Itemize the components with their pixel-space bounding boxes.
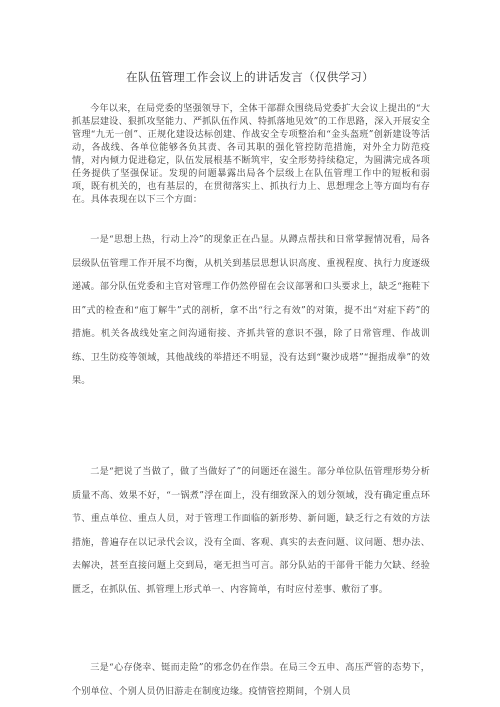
point-two-section — [72, 461, 430, 602]
intro-section — [72, 103, 430, 207]
paragraph-point-two: 二是“把说了当做了，做了当做好了”的问题还在滋生。部分单位队伍管理形势分析质量不高、效果不好，“一锅煮”浮在面上，没有细致深入的划分领域，没有确定重点环节、重点单位、重点人员，对于管理工作面临的新形势、新问题，缺乏行之有效的方法措施，普遍存在以记录代会议，没有全面、客观、真实的去查问题、议问题、想办法、去解决，甚至直接问题上交到局，毫无担当可言。部分队站的干部骨干能力欠缺、经验匮乏，在抓队伍、抓管理上形式单一、内容简单，有时应付差事、敷衍了事。 — [72, 467, 430, 595]
paragraph-intro: 今年以来，在局党委的坚强领导下，全体干部群众围绕局党委扩大会议上提出的“大抓基层建设、狠抓攻坚能力、严抓队伍作风、特抓落地见效”的工作思路，深入开展安全管理“九无一创”、正规化建设达标创建、作战安全专项整治和“金头盔班”创新建设等活动，各战线、各单位能够各负其责、各司其职的强化管控防范措施，对外全力防范疫情，对内倾力促进稳定，队伍发展根基不断筑牢，安全形势持续稳定，为圆满完成各项任务提供了坚强保证。发现的问题暴露出局各个层级上在队伍管理工作中的短板和弱项，既有机关的，也有基层的，在贯彻落实上、抓执行力上、思想理念上等方面均有存在。具体表现在以下三个方面： — [72, 104, 431, 205]
paragraph-point-one: 一是“思想上热，行动上冷”的现象正在凸显。从蹲点帮扶和日常掌握情况看，局各层级队伍管理工作开展不均衡，从机关到基层思想认识高度、重视程度、执行力度逐级递减。部分队伍党委和主官对管理工作仍然停留在会议部署和口头要求上，缺乏“拖鞋下田”式的检查和“庖丁解牛”式的剖析，拿不出“行之有效”的对策，提不出“对症下药”的措施。机关各战线处室之间沟通衔接、齐抓共管的意识不强，除了日常管理、作战训练、卫生防疫等领域，其他战线的举措还不明显，没有达到“聚沙成塔”“握指成拳”的效果。 — [72, 235, 431, 386]
paragraph-point-three: 三是“心存侥幸、铤而走险”的邪念仍在作祟。在局三令五申、高压严管的态势下，个别单位、个别人员仍旧游走在制度边缘。疫情管控期间，个别人员 — [72, 663, 430, 697]
document-title: 在队伍管理工作会议上的讲话发言（仅供学习） — [126, 70, 374, 84]
point-three-section — [72, 657, 430, 704]
point-one-section — [72, 229, 430, 394]
